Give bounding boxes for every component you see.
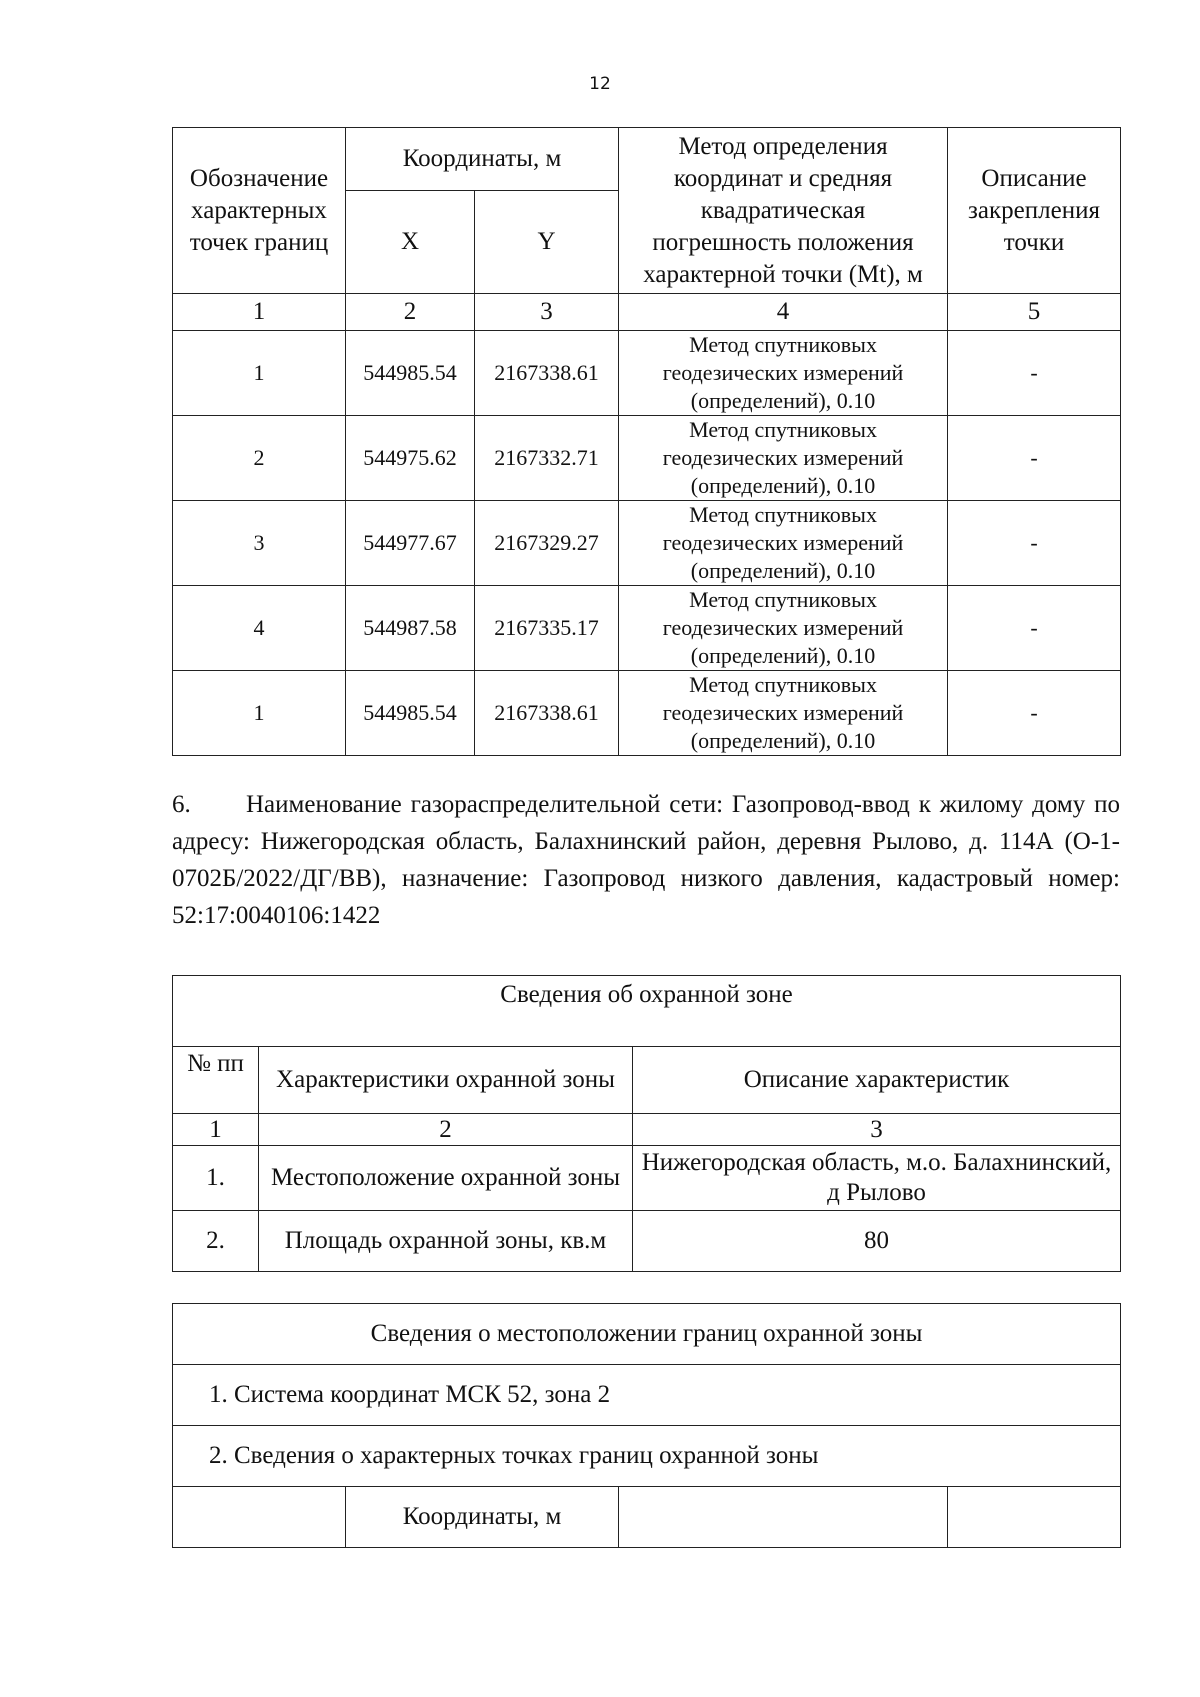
- table-row: [173, 331, 1121, 416]
- coordinate-system-line: 1. Система координат МСК 52, зона 2: [173, 1365, 1121, 1426]
- column-numbering-row: [173, 294, 1121, 331]
- boundary-table-title: Сведения о местоположении границ охранной зоны: [173, 1304, 1121, 1365]
- zone-info-table: [172, 975, 1121, 1272]
- section-number: 6.: [172, 791, 191, 818]
- header-coordinates: Координаты, м: [346, 128, 619, 191]
- table-row: [173, 1146, 1121, 1211]
- column-number: 3: [633, 1114, 1121, 1146]
- column-number: 1: [173, 1114, 259, 1146]
- section-text: Наименование газораспределительной сети: Газопровод-ввод к жилому дому по адресу: Нижегородская область, Балахнинский район, деревня Рылово, д. 114А (О-1-0702Б/2022/ДГ/ВВ), назначение: Газопровод низкого давления, кадастровый номер: 52:17:0040106:1422: [172, 791, 1120, 929]
- header-characteristics: Характеристики охранной зоны: [259, 1047, 633, 1114]
- characteristic-description: 80: [633, 1211, 1121, 1272]
- fixation-desc: -: [948, 331, 1121, 416]
- section-6-paragraph: [172, 786, 1120, 934]
- table-row: [173, 586, 1121, 671]
- empty-cell: [948, 1487, 1121, 1548]
- point-id: 2: [173, 416, 346, 501]
- boundary-table: [172, 1303, 1121, 1548]
- fixation-desc: -: [948, 671, 1121, 756]
- header-description: Описание характеристик: [633, 1047, 1121, 1114]
- point-id: 1: [173, 671, 346, 756]
- x-value: 544977.67: [346, 501, 475, 586]
- y-value: 2167329.27: [475, 501, 619, 586]
- page-number: 12: [589, 74, 611, 94]
- method-cell: Метод спутниковых геодезических измерений (определений), 0.10: [619, 586, 948, 671]
- y-value: 2167338.61: [475, 671, 619, 756]
- coordinates-table: [172, 127, 1121, 756]
- table-row: [173, 416, 1121, 501]
- zone-table-title: Сведения об охранной зоне: [173, 976, 1121, 1047]
- header-row-number: № пп: [173, 1047, 259, 1114]
- characteristic: Площадь охранной зоны, кв.м: [259, 1211, 633, 1272]
- fixation-desc: -: [948, 501, 1121, 586]
- point-id: 4: [173, 586, 346, 671]
- method-cell: Метод спутниковых геодезических измерений (определений), 0.10: [619, 671, 948, 756]
- characteristic-description: Нижегородская область, м.о. Балахнинский, д Рылово: [633, 1146, 1121, 1211]
- header-point-designation: Обозначение характерных точек границ: [173, 128, 346, 294]
- point-id: 3: [173, 501, 346, 586]
- header-x: X: [346, 191, 475, 294]
- characteristic: Местоположение охранной зоны: [259, 1146, 633, 1211]
- empty-cell: [619, 1487, 948, 1548]
- table-row: [173, 1211, 1121, 1272]
- column-number: 4: [619, 294, 948, 331]
- column-number: 1: [173, 294, 346, 331]
- empty-cell: [173, 1487, 346, 1548]
- table-row: [173, 671, 1121, 756]
- table-row: [173, 501, 1121, 586]
- column-number: 5: [948, 294, 1121, 331]
- column-number: 2: [346, 294, 475, 331]
- row-number: 1.: [173, 1146, 259, 1211]
- method-cell: Метод спутниковых геодезических измерений (определений), 0.10: [619, 416, 948, 501]
- column-number: 2: [259, 1114, 633, 1146]
- x-value: 544985.54: [346, 331, 475, 416]
- fixation-desc: -: [948, 416, 1121, 501]
- method-cell: Метод спутниковых геодезических измерений (определений), 0.10: [619, 501, 948, 586]
- header-fixation-description: Описание закрепления точки: [948, 128, 1121, 294]
- header-y: Y: [475, 191, 619, 294]
- x-value: 544975.62: [346, 416, 475, 501]
- fixation-desc: -: [948, 586, 1121, 671]
- header-method: Метод определения координат и средняя квадратическая погрешность положения характерной точки (Mt), м: [619, 128, 948, 294]
- x-value: 544985.54: [346, 671, 475, 756]
- y-value: 2167338.61: [475, 331, 619, 416]
- column-number: 3: [475, 294, 619, 331]
- header-coordinates: Координаты, м: [346, 1487, 619, 1548]
- y-value: 2167335.17: [475, 586, 619, 671]
- point-id: 1: [173, 331, 346, 416]
- row-number: 2.: [173, 1211, 259, 1272]
- boundary-points-line: 2. Сведения о характерных точках границ охранной зоны: [173, 1426, 1121, 1487]
- y-value: 2167332.71: [475, 416, 619, 501]
- x-value: 544987.58: [346, 586, 475, 671]
- method-cell: Метод спутниковых геодезических измерений (определений), 0.10: [619, 331, 948, 416]
